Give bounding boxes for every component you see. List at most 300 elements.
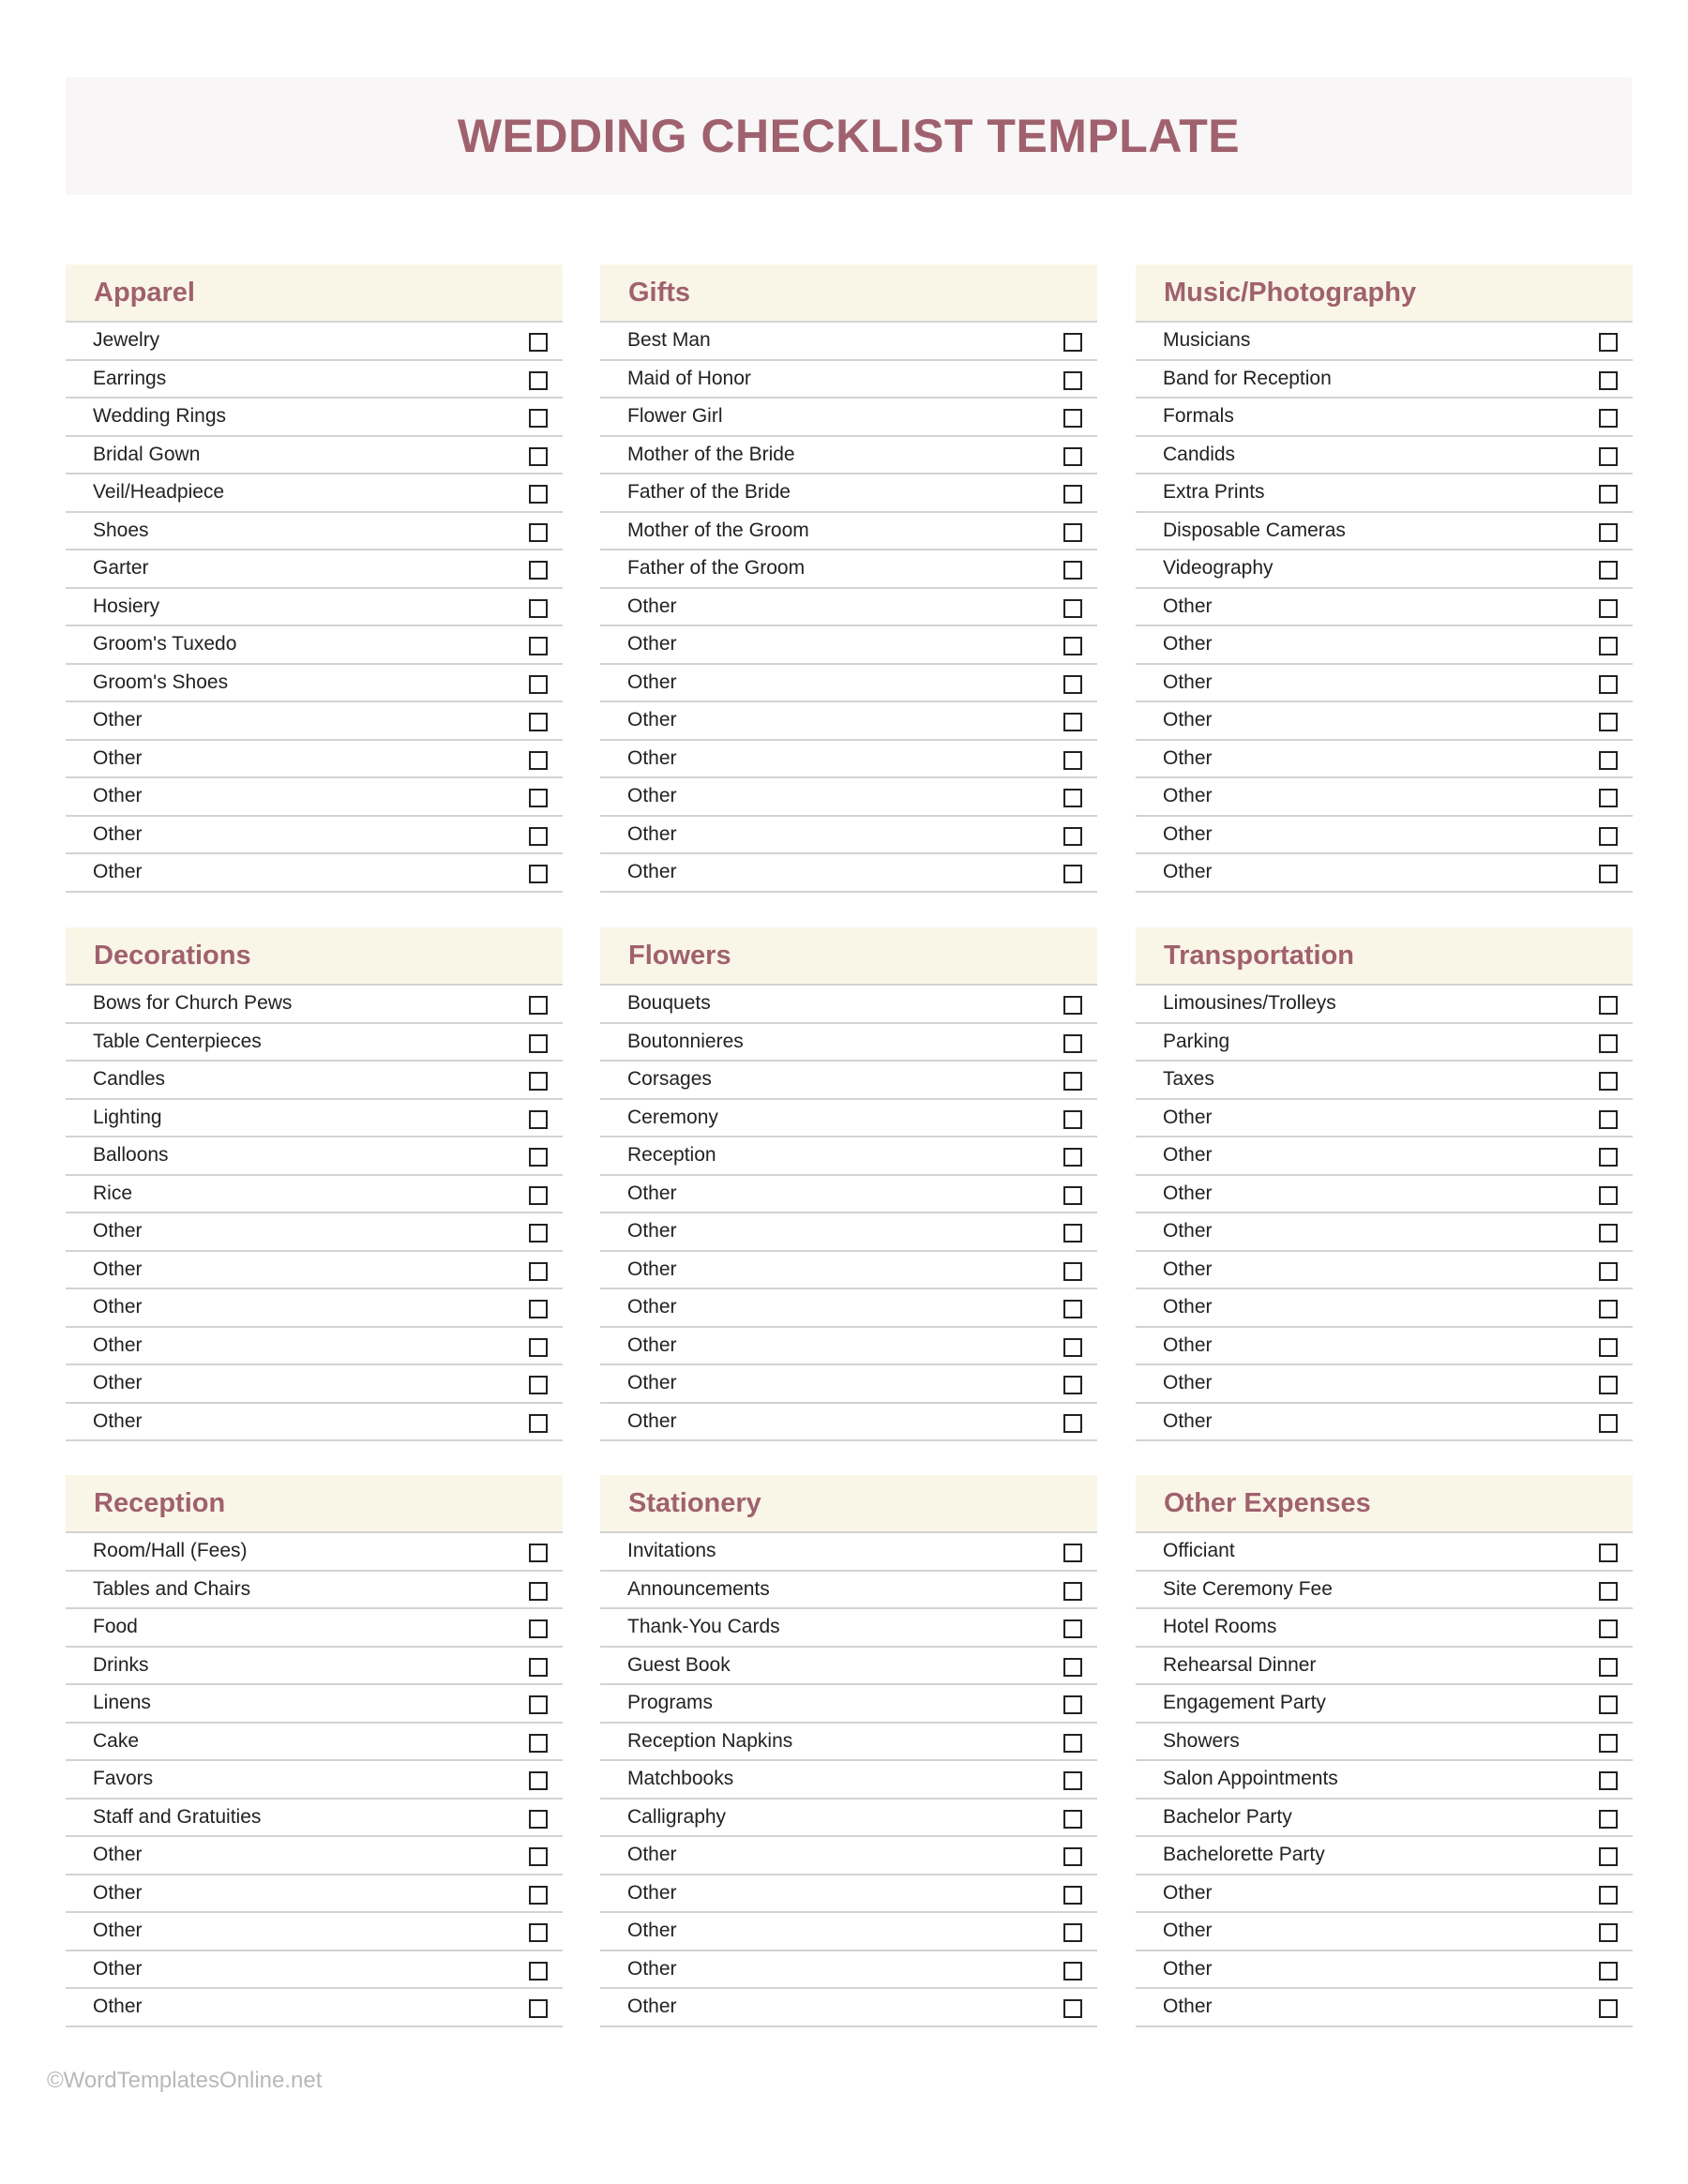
checkbox[interactable] [1063,1414,1082,1433]
checkbox[interactable] [1599,1338,1618,1357]
checkbox[interactable] [529,996,548,1015]
checkbox[interactable] [1599,996,1618,1015]
checkbox[interactable] [1063,561,1082,580]
checkbox[interactable] [1063,1034,1082,1053]
list-item [66,1533,563,1572]
checkbox[interactable] [1599,1734,1618,1753]
item-label: Bows for Church Pews [93,992,293,1015]
checkbox[interactable] [529,1847,548,1866]
list-item [66,1800,563,1838]
checkbox[interactable] [1063,1338,1082,1357]
list-item [1136,702,1633,741]
item-label: Mother of the Groom [627,519,809,541]
list-item [1136,1062,1633,1100]
item-label: Food [93,1616,138,1638]
checkbox[interactable] [1599,371,1618,390]
checkbox[interactable] [529,1034,548,1053]
checkbox[interactable] [1063,1376,1082,1394]
list-item [1136,1685,1633,1724]
checkbox[interactable] [529,1544,548,1562]
list-item [1136,513,1633,551]
list-item [66,1404,563,1442]
section-header [600,927,1097,986]
item-label: Other [93,1881,143,1904]
item-label: Other [627,1881,677,1904]
checkbox[interactable] [529,1110,548,1129]
list-item [600,1533,1097,1572]
list-item [66,513,563,551]
list-item [600,1213,1097,1252]
checkbox[interactable] [529,333,548,352]
checkbox[interactable] [529,865,548,883]
item-label: Jewelry [93,329,160,352]
list-item [66,817,563,855]
item-label: Rehearsal Dinner [1163,1653,1317,1676]
checkbox[interactable] [1063,1544,1082,1562]
checkbox[interactable] [1599,1148,1618,1167]
list-item [1136,1609,1633,1648]
list-item [1136,778,1633,817]
list-item [600,1328,1097,1366]
checkbox[interactable] [529,1262,548,1281]
item-label: Disposable Cameras [1163,519,1346,541]
list-item [1136,1648,1633,1686]
item-label: Band for Reception [1163,367,1332,389]
item-label: Other [627,1333,677,1356]
item-label: Programs [627,1692,714,1714]
list-item [1136,1837,1633,1875]
list-item [600,1875,1097,1914]
list-item [66,1648,563,1686]
item-label: Bouquets [627,992,711,1015]
checkbox[interactable] [1599,865,1618,883]
section-stationery [600,1475,1097,2027]
checkbox[interactable] [1599,1847,1618,1866]
checkbox[interactable] [529,751,548,770]
checkbox[interactable] [529,1695,548,1714]
item-label: Other [93,1372,143,1394]
item-label: Other [1163,1333,1213,1356]
list-item [1136,323,1633,361]
item-label: Other [627,1844,677,1866]
section-music-photography [1136,264,1633,893]
checkbox[interactable] [1599,1962,1618,1981]
checkbox[interactable] [1063,409,1082,428]
item-label: Other [627,709,677,731]
list-item [1136,1024,1633,1062]
checkbox[interactable] [1599,1262,1618,1281]
item-label: Other [93,1844,143,1866]
list-item [600,1289,1097,1328]
item-label: Other [93,822,143,845]
checkbox[interactable] [1063,865,1082,883]
checkbox[interactable] [1599,1376,1618,1394]
checkbox[interactable] [1063,523,1082,542]
checkbox[interactable] [529,1810,548,1829]
list-item [1136,665,1633,703]
checkbox[interactable] [529,1619,548,1638]
checkbox[interactable] [1599,1771,1618,1790]
section-header [66,1475,563,1533]
item-label: Other [93,1220,143,1243]
checkbox[interactable] [529,1999,548,2018]
section-header [1136,927,1633,986]
list-item [600,817,1097,855]
item-label: Other [1163,633,1213,655]
item-label: Hotel Rooms [1163,1616,1277,1638]
checkbox[interactable] [529,789,548,807]
list-item [1136,1761,1633,1800]
checkbox[interactable] [1063,1923,1082,1942]
list-item [66,1213,563,1252]
checkbox[interactable] [1599,1034,1618,1053]
section-transportation [1136,927,1633,1441]
item-label: Other [1163,1220,1213,1243]
checkbox[interactable] [1063,1148,1082,1167]
checkbox[interactable] [529,561,548,580]
item-label: Taxes [1163,1068,1214,1091]
checkbox[interactable] [1599,1224,1618,1243]
list-item [600,778,1097,817]
checkbox[interactable] [529,485,548,504]
checkbox[interactable] [1063,789,1082,807]
list-item [66,1365,563,1404]
list-item [600,589,1097,627]
list-item [600,437,1097,475]
list-item [600,1572,1097,1610]
checkbox[interactable] [1599,409,1618,428]
checkbox[interactable] [1063,1072,1082,1091]
checkbox[interactable] [1063,1734,1082,1753]
checkbox[interactable] [529,1886,548,1905]
item-label: Other [93,1957,143,1980]
section-apparel [66,264,563,893]
checkbox[interactable] [529,1923,548,1942]
item-label: Other [627,785,677,807]
list-item [1136,1572,1633,1610]
item-label: Drinks [93,1653,149,1676]
item-label: Other [1163,595,1213,617]
list-item [1136,1724,1633,1762]
checkbox[interactable] [1599,1072,1618,1091]
list-item [66,474,563,513]
checkbox[interactable] [1599,447,1618,466]
section-header [600,264,1097,323]
item-label: Best Man [627,329,711,352]
item-label: Veil/Headpiece [93,481,225,504]
item-label: Table Centerpieces [93,1030,262,1052]
list-item [66,1289,563,1328]
checkbox[interactable] [1063,1771,1082,1790]
list-item [1136,854,1633,893]
checkbox[interactable] [1599,1999,1618,2018]
item-label: Other [1163,1957,1213,1980]
list-item [66,986,563,1024]
checkbox[interactable] [1599,485,1618,504]
checkbox[interactable] [1063,1582,1082,1601]
item-label: Other [627,1182,677,1204]
list-item [66,1024,563,1062]
list-item [600,323,1097,361]
list-item [600,1951,1097,1990]
checkbox[interactable] [529,713,548,731]
checkbox[interactable] [529,409,548,428]
item-label: Limousines/Trolleys [1163,992,1336,1015]
item-label: Reception Napkins [627,1729,793,1752]
list-item [66,399,563,437]
list-item [1136,626,1633,665]
checkbox[interactable] [529,1962,548,1981]
section-header [600,1475,1097,1533]
list-item [1136,1137,1633,1176]
item-label: Reception [627,1144,716,1167]
section-title: Decorations [94,940,251,971]
section-header [1136,1475,1633,1533]
item-label: Corsages [627,1068,712,1091]
list-item [1136,1989,1633,2027]
list-item [66,589,563,627]
list-item [600,474,1097,513]
checkbox[interactable] [529,1186,548,1205]
checkbox[interactable] [1063,1224,1082,1243]
checkbox[interactable] [529,599,548,618]
list-item [600,986,1097,1024]
checkbox[interactable] [1599,1658,1618,1677]
list-item [600,1761,1097,1800]
item-label: Other [627,633,677,655]
item-label: Engagement Party [1163,1692,1326,1714]
list-item [600,361,1097,399]
checkbox[interactable] [1063,1695,1082,1714]
checkbox[interactable] [529,371,548,390]
item-label: Other [93,1920,143,1942]
list-item [66,665,563,703]
list-item [1136,1533,1633,1572]
checkbox[interactable] [1063,1810,1082,1829]
checkbox[interactable] [1063,751,1082,770]
item-label: Other [1163,861,1213,883]
footer-copyright: ©WordTemplatesOnline.net [47,2068,323,2093]
checkbox[interactable] [529,1338,548,1357]
item-label: Other [1163,670,1213,693]
checkbox[interactable] [1599,333,1618,352]
item-label: Other [1163,1296,1213,1318]
list-item [1136,1289,1633,1328]
list-item [1136,741,1633,779]
list-item [600,513,1097,551]
item-label: Other [1163,746,1213,769]
list-item [1136,550,1633,589]
list-item [1136,474,1633,513]
item-label: Room/Hall (Fees) [93,1540,248,1562]
item-label: Formals [1163,405,1234,428]
checkbox[interactable] [529,1224,548,1243]
checkbox[interactable] [1063,1110,1082,1129]
list-item [66,323,563,361]
item-label: Rice [93,1182,133,1204]
checkbox[interactable] [1599,1923,1618,1942]
list-item [600,1989,1097,2027]
list-item [1136,361,1633,399]
list-item [600,1176,1097,1214]
item-label: Guest Book [627,1653,731,1676]
section-title: Gifts [628,277,691,308]
checkbox[interactable] [529,447,548,466]
item-label: Musicians [1163,329,1251,352]
item-label: Boutonnieres [627,1030,744,1052]
checkbox[interactable] [1599,1300,1618,1318]
checkbox[interactable] [1599,1414,1618,1433]
checkbox[interactable] [529,523,548,542]
list-item [66,1572,563,1610]
checkbox[interactable] [1063,1886,1082,1905]
item-label: Other [627,1372,677,1394]
checkbox[interactable] [529,827,548,846]
item-label: Videography [1163,557,1274,580]
checkbox[interactable] [529,637,548,655]
list-item [66,1761,563,1800]
list-item [1136,986,1633,1024]
checkbox[interactable] [1063,827,1082,846]
list-item [66,1875,563,1914]
item-label: Linens [93,1692,151,1714]
section-title: Other Expenses [1164,1487,1371,1518]
checkbox[interactable] [1599,789,1618,807]
list-item [600,626,1097,665]
item-label: Other [1163,1258,1213,1280]
checkbox[interactable] [1599,523,1618,542]
checkbox[interactable] [1063,333,1082,352]
item-label: Other [627,1996,677,2018]
item-label: Other [93,709,143,731]
checkbox[interactable] [1063,1186,1082,1205]
section-title: Flowers [628,940,731,971]
item-label: Salon Appointments [1163,1768,1338,1790]
list-item [1136,437,1633,475]
section-gifts [600,264,1097,893]
checkbox[interactable] [1599,751,1618,770]
list-item [66,1176,563,1214]
checkbox[interactable] [529,1376,548,1394]
checkbox[interactable] [529,1734,548,1753]
checkbox[interactable] [529,1582,548,1601]
item-label: Other [1163,1106,1213,1128]
item-label: Staff and Gratuities [93,1805,262,1828]
item-label: Maid of Honor [627,367,751,389]
checkbox[interactable] [1063,371,1082,390]
checkbox[interactable] [529,1771,548,1790]
checkbox[interactable] [1063,1658,1082,1677]
checkbox[interactable] [1599,1619,1618,1638]
list-item [66,626,563,665]
item-label: Other [627,1409,677,1432]
checkbox[interactable] [529,675,548,694]
list-item [600,399,1097,437]
title-bar [66,77,1632,195]
checkbox[interactable] [1599,1544,1618,1562]
checkbox[interactable] [1063,1847,1082,1866]
checkbox[interactable] [529,1300,548,1318]
list-item [66,550,563,589]
list-item [1136,589,1633,627]
checkbox[interactable] [1063,485,1082,504]
list-item [66,1609,563,1648]
list-item [1136,1913,1633,1951]
checkbox[interactable] [1599,1582,1618,1601]
checkbox[interactable] [1599,1810,1618,1829]
list-item [600,1137,1097,1176]
item-label: Lighting [93,1106,162,1128]
item-label: Candles [93,1068,166,1091]
section-header [1136,264,1633,323]
checkbox[interactable] [529,1414,548,1433]
checkbox[interactable] [1599,1110,1618,1129]
checkbox[interactable] [1599,1186,1618,1205]
item-label: Other [1163,1409,1213,1432]
item-label: Other [93,1409,143,1432]
section-title: Music/Photography [1164,277,1417,308]
checkbox[interactable] [1063,675,1082,694]
item-label: Other [627,1920,677,1942]
checkbox[interactable] [529,1148,548,1167]
item-label: Other [1163,1372,1213,1394]
checkbox[interactable] [1063,1300,1082,1318]
item-label: Other [627,1296,677,1318]
checkbox[interactable] [1599,637,1618,655]
checkbox[interactable] [1599,561,1618,580]
checkbox[interactable] [1063,996,1082,1015]
list-item [1136,1213,1633,1252]
checkbox[interactable] [1063,1619,1082,1638]
item-label: Father of the Bride [627,481,791,504]
item-label: Garter [93,557,149,580]
item-label: Matchbooks [627,1768,734,1790]
item-label: Groom's Tuxedo [93,633,237,655]
checkbox[interactable] [1063,1262,1082,1281]
checkbox[interactable] [1063,1962,1082,1981]
list-item [600,1609,1097,1648]
list-item [600,741,1097,779]
item-label: Other [93,1996,143,2018]
list-item [66,1724,563,1762]
item-label: Other [93,1258,143,1280]
list-item [66,778,563,817]
item-label: Bachelor Party [1163,1805,1292,1828]
list-item [66,1062,563,1100]
checkbox[interactable] [1599,675,1618,694]
checkbox[interactable] [1599,1695,1618,1714]
checkbox[interactable] [1063,713,1082,731]
list-item [600,1365,1097,1404]
section-title: Transportation [1164,940,1355,971]
item-label: Thank-You Cards [627,1616,780,1638]
checkbox[interactable] [529,1072,548,1091]
checkbox[interactable] [1063,1999,1082,2018]
checkbox[interactable] [1063,637,1082,655]
list-item [1136,399,1633,437]
item-label: Shoes [93,519,149,541]
list-item [1136,1800,1633,1838]
checkbox[interactable] [1599,713,1618,731]
checkbox[interactable] [1599,1886,1618,1905]
checkbox[interactable] [1063,599,1082,618]
item-label: Tables and Chairs [93,1577,251,1600]
list-item [66,1137,563,1176]
checkbox[interactable] [1599,599,1618,618]
checkbox[interactable] [1063,447,1082,466]
checkbox[interactable] [1599,827,1618,846]
checkbox[interactable] [529,1658,548,1677]
